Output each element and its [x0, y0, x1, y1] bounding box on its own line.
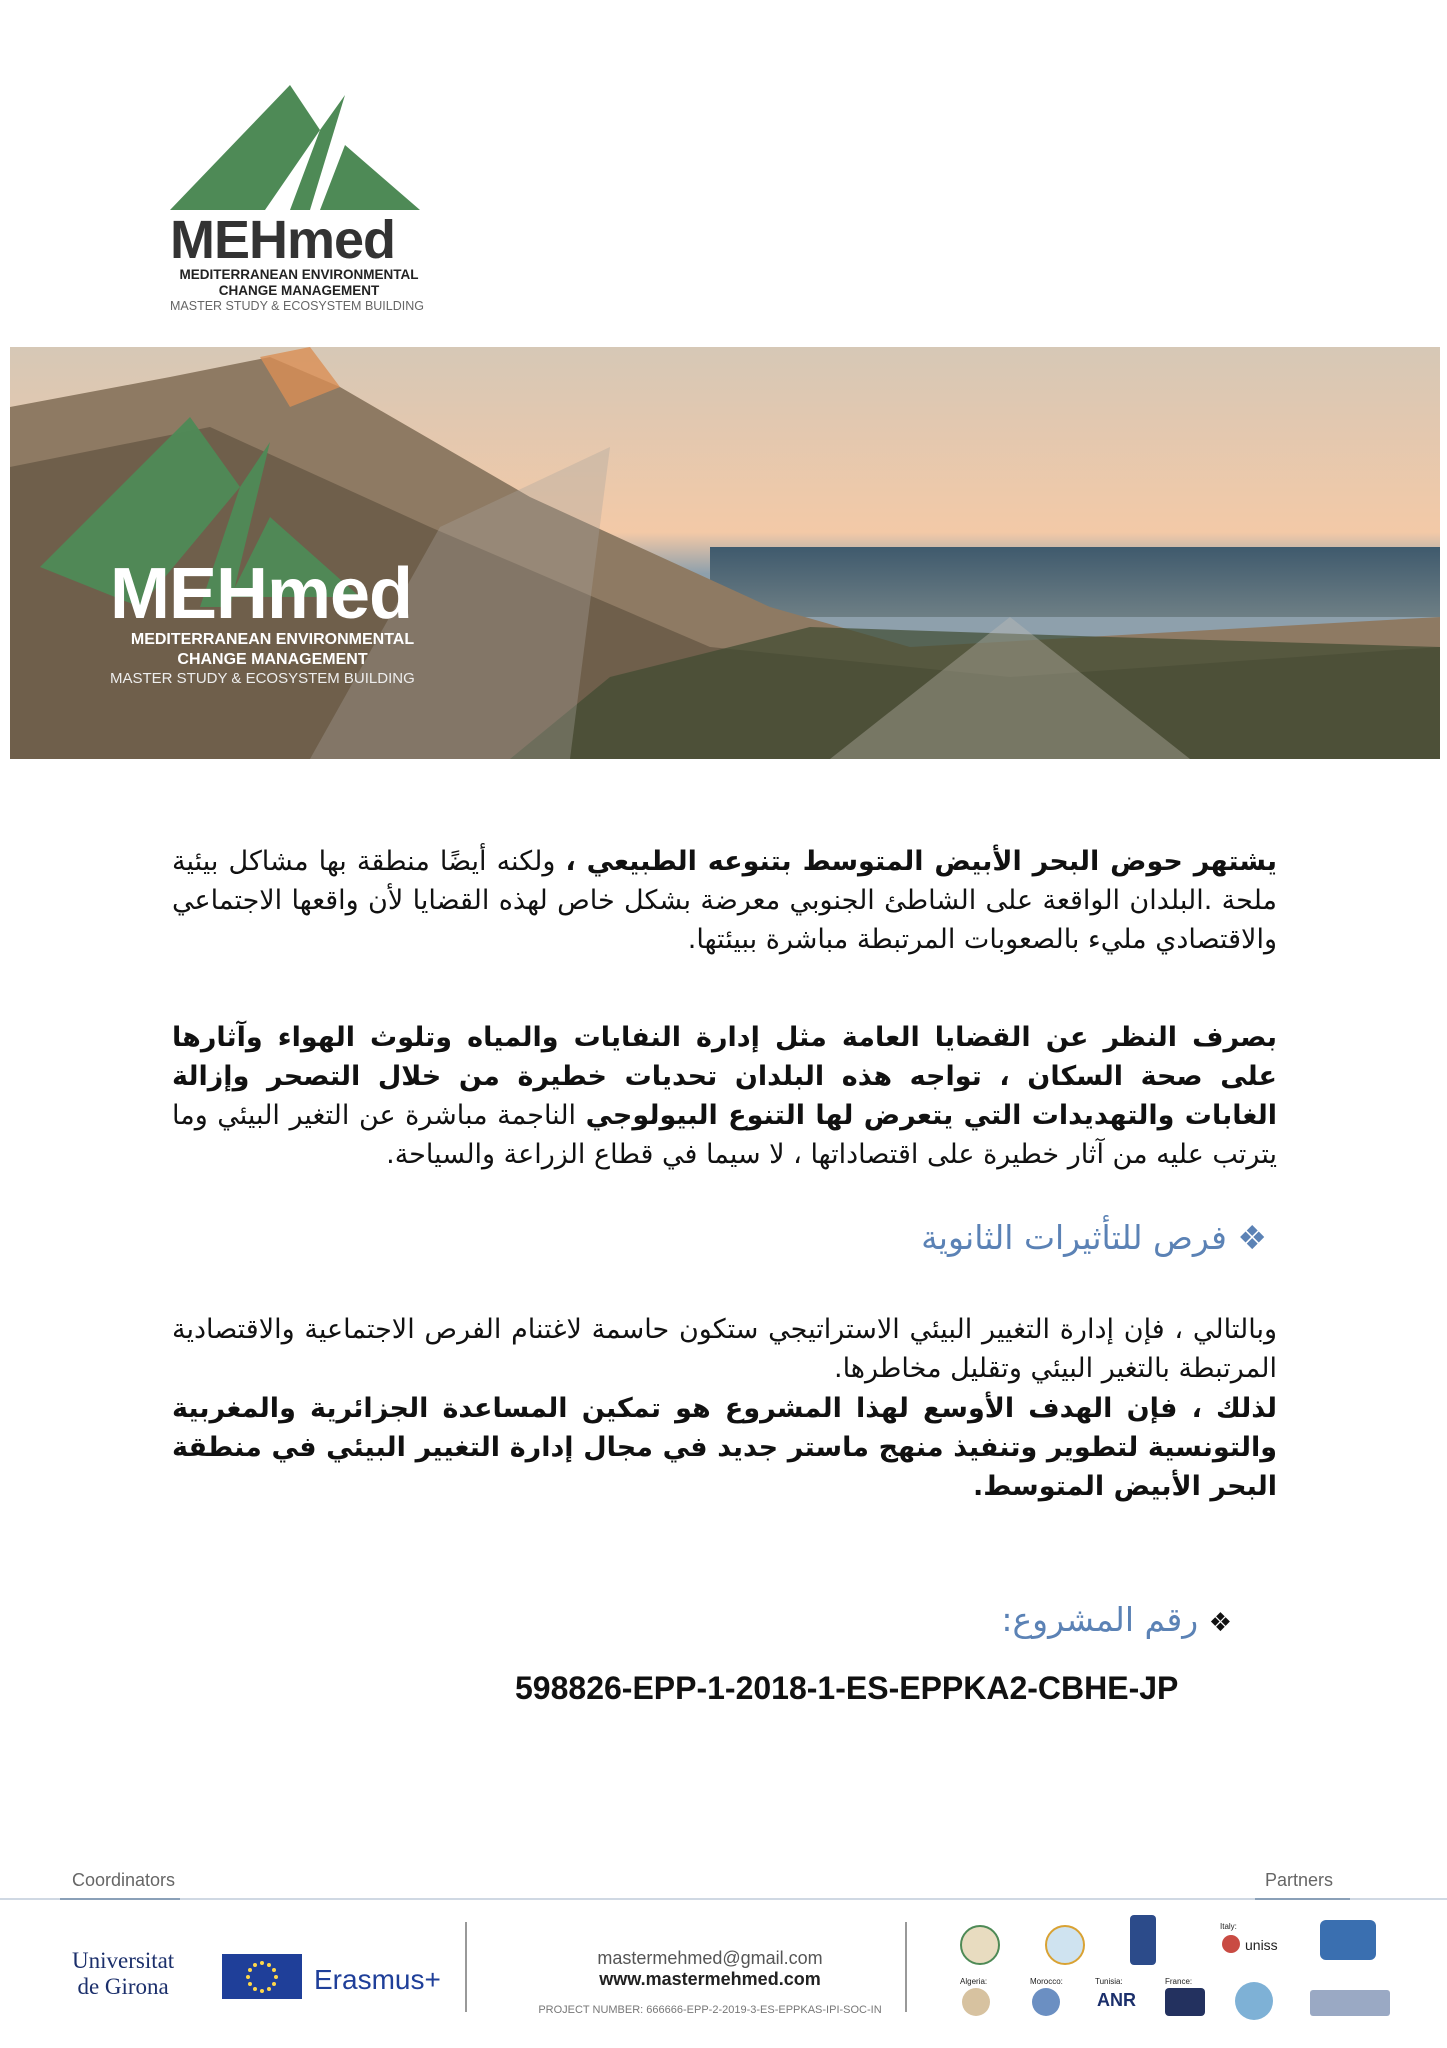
logo-line3: MASTER STUDY & ECOSYSTEM BUILDING: [170, 299, 424, 313]
partner-logo-1: [960, 1925, 1000, 1965]
partner-logo-10: [1310, 1990, 1390, 2016]
girona-line1: Universitat: [72, 1948, 175, 1973]
partner-logo-4: [1222, 1935, 1240, 1953]
partner-logo-8: [1165, 1988, 1205, 2016]
italy-label: Italy:: [1220, 1922, 1237, 1931]
anr-logo: ANR: [1097, 1990, 1136, 2010]
uniss-logo: uniss: [1245, 1937, 1278, 1953]
landscape-illustration: [10, 347, 1440, 759]
paragraph-2: [172, 1018, 1277, 1174]
erasmus-logo: Erasmus+: [314, 1964, 441, 1995]
footer-separator-1: [465, 1922, 467, 2012]
banner-logo: [110, 554, 440, 688]
partner-logo-3: [1130, 1915, 1156, 1965]
diamond-bullet-icon-2: ❖: [1208, 1608, 1232, 1638]
mountain-logo-icon: [170, 85, 420, 215]
footer-accent-right: [1255, 1898, 1350, 1900]
banner-logo-wordmark: MEHmed: [110, 554, 413, 634]
project-number: 598826-EPP-1-2018-1-ES-EPPKA2-CBHE-JP: [515, 1670, 1179, 1706]
paragraph-3-text: وبالتالي ، فإن إدارة التغيير البيئي الاستراتيجي ستكون حاسمة لاغتنام الفرص الاجتماعية والاقتصادية المرتبطة بالتغير البيئي وتقليل مخاطرها.: [172, 1314, 1277, 1384]
heading-1-text: فرص للتأثيرات الثانوية: [921, 1218, 1227, 1257]
paragraph-2-text: الناجمة مباشرة عن التغير البيئي وما يترتب عليه من آثار خطيرة على اقتصاداتها ، لا سيما في قطاع الزراعة والسياحة.: [172, 1100, 1277, 1170]
section-heading-opportunities: [921, 1218, 1267, 1257]
contact-email[interactable]: mastermehmed@gmail.com: [597, 1948, 823, 1968]
tunisia-label: Tunisia:: [1095, 1977, 1123, 1986]
footer-separator-2: [905, 1922, 907, 2012]
paragraph-1: [172, 842, 1277, 959]
banner-logo-line3: MASTER STUDY & ECOSYSTEM BUILDING: [110, 670, 415, 687]
banner-logo-line1: MEDITERRANEAN ENVIRONMENTAL: [130, 631, 415, 648]
section-heading-project-number: [1001, 1600, 1232, 1639]
algeria-label: Algeria:: [960, 1977, 988, 1986]
partner-logo-6: [962, 1988, 990, 2016]
hero-banner: [10, 347, 1440, 759]
girona-line2: de Girona: [77, 1974, 169, 1999]
coordinators-label: Coordinators: [72, 1870, 176, 1890]
morocco-label: Morocco:: [1030, 1977, 1063, 1986]
diamond-bullet-icon: ❖: [1237, 1218, 1267, 1257]
paragraph-1-bold: يشتهر حوض البحر الأبيض المتوسط بتنوعه الطبيعي ،: [565, 846, 1277, 877]
top-logo: [170, 85, 430, 313]
heading-2-text: رقم المشروع:: [1001, 1600, 1199, 1639]
logo-wordmark: MEHmed: [170, 210, 396, 270]
universitat-girona-logo: [72, 1948, 174, 2000]
footer-accent-left: [60, 1898, 180, 1900]
paragraph-4: [172, 1389, 1277, 1506]
france-label: France:: [1165, 1977, 1193, 1986]
partner-logo-9: [1235, 1982, 1273, 2020]
paragraph-2-bold: بصرف النظر عن القضايا العامة مثل إدارة النفايات والمياه وتلوث الهواء وآثارها على صحة السكان ، تواجه هذه البلدان تحديات خطيرة من خلال التصحر وإزالة الغابات والتهديدات التي يتعرض لها التنوع البيولوجي: [172, 1022, 1277, 1131]
contact-block: [500, 1948, 920, 2016]
partner-logo-7: [1032, 1988, 1060, 2016]
paragraph-1-text: ولكنه أيضًا منطقة بها مشاكل بيئية ملحة .البلدان الواقعة على الشاطئ الجنوبي معرضة بشكل خاص لهذه القضايا لأن واقعها الاجتماعي والاقتصادي مليء بالصعوبات المرتبطة مباشرة ببيئتها.: [172, 846, 1277, 955]
paragraph-4-text: لذلك ، فإن الهدف الأوسع لهذا المشروع هو تمكين المساعدة الجزائرية والمغربية والتونسية لتطوير وتنفيذ منهج ماستر جديد في مجال إدارة التغيير البيئي في منطقة البحر الأبيض المتوسط.: [172, 1393, 1277, 1502]
logo-line1: MEDITERRANEAN ENVIRONMENTAL: [179, 267, 419, 282]
eu-flag-icon: [222, 1954, 302, 1999]
partner-logo-2: [1045, 1925, 1085, 1965]
logo-line2: CHANGE MANAGEMENT: [218, 283, 380, 298]
footer-project-number: PROJECT NUMBER: 666666-EPP-2-2019-3-ES-EPPKAS-IPI-SOC-IN: [538, 2004, 882, 2016]
footer-divider: [0, 1898, 1447, 1900]
partners-label: Partners: [1265, 1870, 1334, 1890]
contact-website[interactable]: www.mastermehmed.com: [599, 1969, 821, 1989]
banner-logo-line2: CHANGE MANAGEMENT: [177, 651, 368, 668]
partner-logo-5: [1320, 1920, 1376, 1960]
paragraph-3: [172, 1310, 1277, 1388]
